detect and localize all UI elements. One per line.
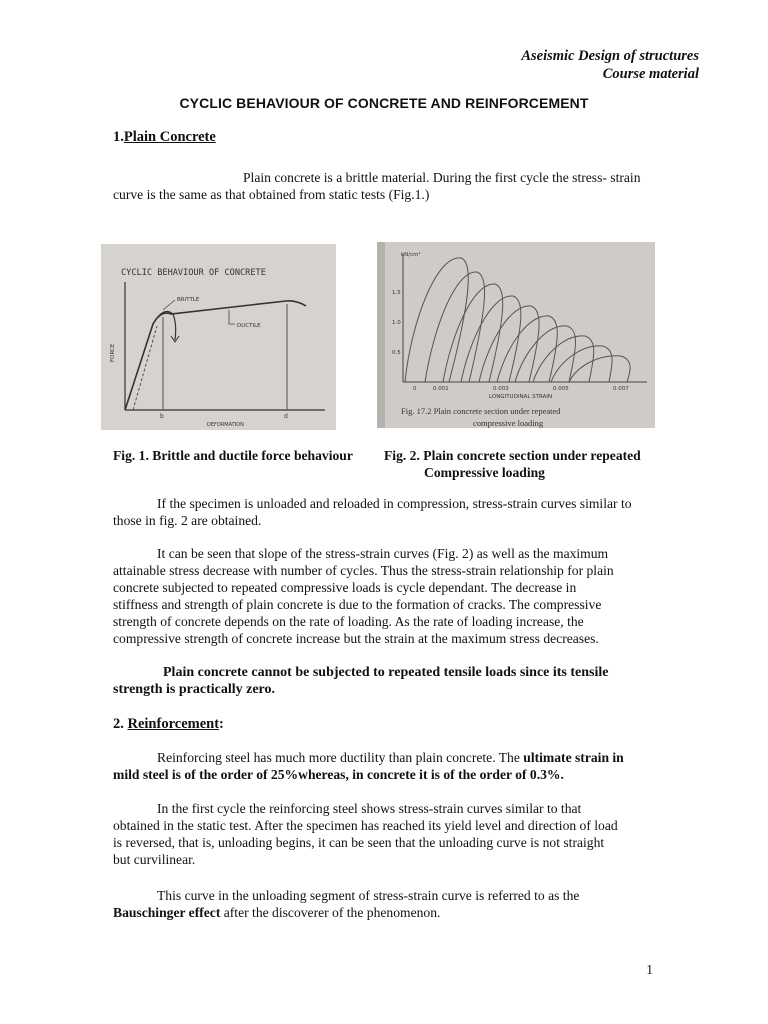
paragraph-slope: [113, 545, 655, 647]
bauschinger-term: Bauschinger effect: [113, 905, 221, 920]
paragraph-line: stiffness and strength of plain concrete is due to the formation of cracks. The compressive: [113, 597, 602, 612]
paragraph-line: In the first cycle the reinforcing steel shows stress-strain curves similar to that: [157, 801, 582, 816]
figure-2-inner-caption-2: compressive loading: [473, 418, 544, 428]
figure-2-x-tick-4: 0.007: [613, 386, 629, 392]
figure-2-x-tick-2: 0.003: [493, 386, 509, 392]
figure-2-caption-line-2: Compressive loading: [424, 465, 545, 480]
figure-1-x-label: DEFORMATION: [207, 422, 244, 428]
paragraph-line: strength is practically zero.: [113, 682, 276, 697]
figure-2-x-tick-1: 0.001: [433, 386, 449, 392]
page-number: 1: [646, 962, 653, 977]
figure-2-x-label: LONGITUDINAL STRAIN: [489, 394, 553, 400]
paragraph-unloading: [113, 495, 655, 529]
figure-2-image: [377, 242, 655, 428]
paragraph-line: mild steel is of the order of 25%whereas, in concrete it is of the order of 0.3%.: [113, 767, 564, 782]
paragraph-first-cycle: [113, 800, 655, 868]
figure-1-caption: Fig. 1. Brittle and ductile force behaviour: [113, 448, 353, 463]
figure-1-drawing: [101, 244, 336, 430]
section-2-title: Reinforcement: [127, 716, 220, 732]
paragraph-line: attainable stress decrease with number of cycles. Thus the stress-strain relationship for plain: [113, 563, 614, 578]
section-1-number: 1.: [113, 129, 124, 145]
section-2-colon: :: [219, 716, 224, 732]
intro-line-2: curve is the same as that obtained from static tests (Fig.1.): [113, 187, 430, 202]
paragraph-line: strength of concrete depends on the rate of loading. As the rate of loading increase, the: [113, 614, 584, 629]
section-2-number: 2.: [113, 716, 124, 732]
paragraph-reinforcement: [113, 749, 655, 783]
section-2-heading: [113, 716, 224, 733]
figure-1-ductile-label: DUCTILE: [237, 323, 261, 329]
paragraph-tensile-note: [113, 664, 655, 698]
intro-line-1: Plain concrete is a brittle material. During the first cycle the stress- strain: [243, 170, 641, 185]
figure-2-x-tick-3: 0.005: [553, 386, 569, 392]
section-1-heading: [113, 129, 216, 146]
paragraph-line: obtained in the static test. After the specimen has reached its yield level and direction of load: [113, 818, 618, 833]
paragraph-line: but curvilinear.: [113, 852, 196, 867]
paragraph-line: concrete subjected to repeated compressive loads is cycle dependant. The decrease in: [113, 580, 577, 595]
paragraph-line: If the specimen is unloaded and reloaded in compression, stress-strain curves similar to: [157, 496, 632, 511]
paragraph-line: It can be seen that slope of the stress-strain curves (Fig. 2) as well as the maximum: [157, 546, 609, 561]
figure-1-tick-d: d: [284, 413, 288, 420]
figure-1-tick-b: b: [160, 413, 164, 420]
paragraph-line: [113, 904, 655, 921]
paragraph-line: compressive strength of concrete increase but the strain at the maximum stress decreases.: [113, 631, 599, 646]
paragraph-line: those in fig. 2 are obtained.: [113, 513, 262, 528]
section-1-title: Plain Concrete: [123, 129, 216, 145]
paragraph-line: [113, 749, 655, 766]
figure-2-x-tick-0: 0: [413, 386, 417, 392]
figure-2-y-tick-2: 1.0: [392, 320, 401, 326]
header-course-title: Aseismic Design of structures: [521, 48, 699, 64]
paragraph-bauschinger: [113, 887, 655, 921]
figure-1-brittle-label: BRITTLE: [177, 297, 200, 303]
figure-2-caption-line-1: Fig. 2. Plain concrete section under repeated: [384, 448, 641, 463]
figure-2-y-tick-3: 0.5: [392, 350, 401, 356]
paragraph-line: This curve in the unloading segment of stress-strain curve is referred to as the: [157, 888, 580, 903]
page-title: CYCLIC BEHAVIOUR OF CONCRETE AND REINFORCEMENT: [179, 95, 589, 111]
figure-2-drawing: [377, 242, 655, 428]
bauschinger-text: after the discoverer of the phenomenon.: [220, 905, 441, 920]
reinforcement-text: Reinforcing steel has much more ductility than plain concrete. The: [157, 750, 524, 765]
paragraph-line: is reversed, that is, unloading begins, it can be seen that the unloading curve is not straight: [113, 835, 605, 850]
figure-2-inner-caption: Fig. 17.2 Plain concrete section under repeated: [401, 406, 561, 416]
paragraph-line: Plain concrete cannot be subjected to repeated tensile loads since its tensile: [163, 665, 609, 680]
reinforcement-bold-text: ultimate strain in: [523, 750, 624, 765]
section-1-intro: [113, 169, 655, 203]
figure-2-y-tick-1: 1.5: [392, 290, 401, 296]
header-course-material: Course material: [602, 66, 699, 82]
figure-2-unit-label: kN/cm²: [401, 252, 421, 258]
figure-1-chart-title: CYCLIC BEHAVIOUR OF CONCRETE: [121, 268, 266, 278]
figure-1-image: [101, 244, 336, 430]
figure-1-y-label: FORCE: [110, 343, 116, 362]
